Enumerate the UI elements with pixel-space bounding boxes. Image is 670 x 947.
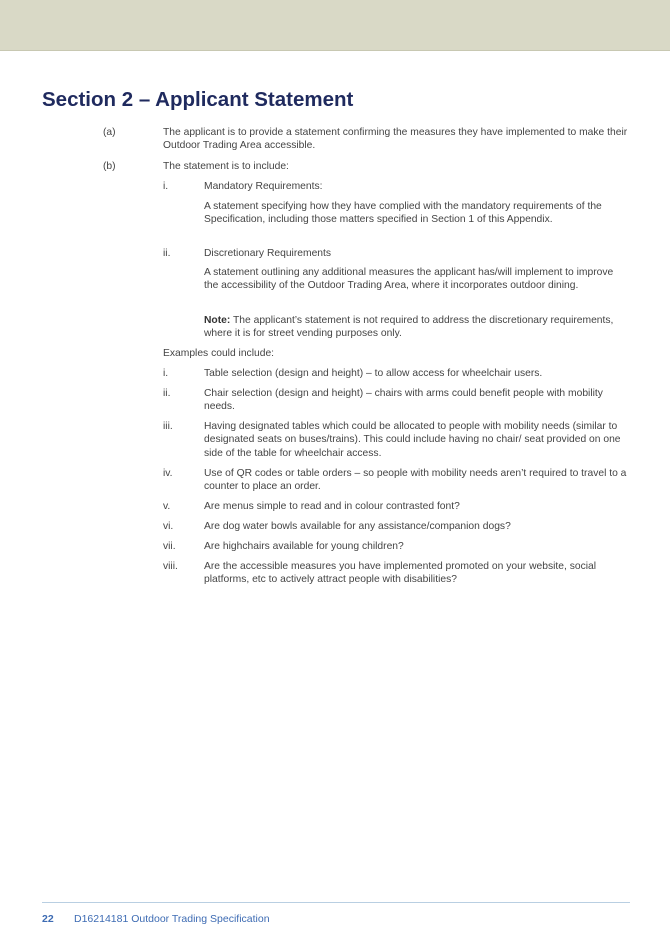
- item-b-label: (b): [103, 161, 116, 172]
- section-title: Section 2 – Applicant Statement: [42, 88, 354, 111]
- header-band: [0, 0, 670, 51]
- sub-item-i-text: A statement specifying how they have complied with the mandatory requirements of the Specification, including those matters specified in Section 1 of this Appendix.: [204, 201, 602, 226]
- example-text: Are highchairs available for young children?: [204, 541, 404, 552]
- example-label: iv.: [163, 468, 173, 479]
- sub-item-ii-heading: Discretionary Requirements: [204, 248, 332, 259]
- note-paragraph: [204, 314, 629, 341]
- example-label: i.: [163, 368, 169, 379]
- example-label: vii.: [163, 541, 176, 552]
- example-label: v.: [163, 501, 171, 512]
- sub-item-ii-text: A statement outlining any additional measures the applicant has/will implement to improve the accessibility of the Outdoor Trading Area, where it incorporates outdoor dining.: [204, 267, 614, 292]
- item-a-label: (a): [103, 127, 116, 138]
- example-label: viii.: [163, 561, 178, 572]
- example-text: Table selection (design and height) – to allow access for wheelchair users.: [204, 368, 543, 379]
- example-text: Use of QR codes or table orders – so people with mobility needs aren’t required to travel to a counter to place an order.: [204, 468, 627, 493]
- page-number: 22: [42, 913, 54, 925]
- example-text: Having designated tables which could be allocated to people with mobility needs (similar to designated seats on buses/trains). This could include having no chair/ seat provided on one side of the table for wheelchair access.: [204, 421, 621, 459]
- item-b-text: The statement is to include:: [163, 161, 289, 172]
- note-text: The applicant’s statement is not required to address the discretionary requirements, where it is for street vending purposes only.: [204, 315, 614, 340]
- example-text: Are the accessible measures you have implemented promoted on your website, social platforms, etc to actively attract people with disabilities?: [204, 561, 597, 586]
- example-text: Are dog water bowls available for any assistance/companion dogs?: [204, 521, 511, 532]
- example-label: vi.: [163, 521, 174, 532]
- sub-item-i-heading: Mandatory Requirements:: [204, 181, 323, 192]
- note-label: Note:: [204, 315, 231, 326]
- examples-intro: Examples could include:: [163, 348, 275, 359]
- sub-item-ii-label: ii.: [163, 248, 171, 259]
- example-label: ii.: [163, 388, 171, 399]
- example-label: iii.: [163, 421, 173, 432]
- example-text: Are menus simple to read and in colour contrasted font?: [204, 501, 460, 512]
- item-a-text: The applicant is to provide a statement confirming the measures they have implemented to make their Outdoor Trading Area accessible.: [163, 127, 628, 152]
- document-reference: D16214181 Outdoor Trading Specification: [74, 913, 270, 925]
- footer-divider: [42, 902, 630, 903]
- example-text: Chair selection (design and height) – chairs with arms could benefit people with mobility needs.: [204, 388, 603, 413]
- sub-item-i-label: i.: [163, 181, 169, 192]
